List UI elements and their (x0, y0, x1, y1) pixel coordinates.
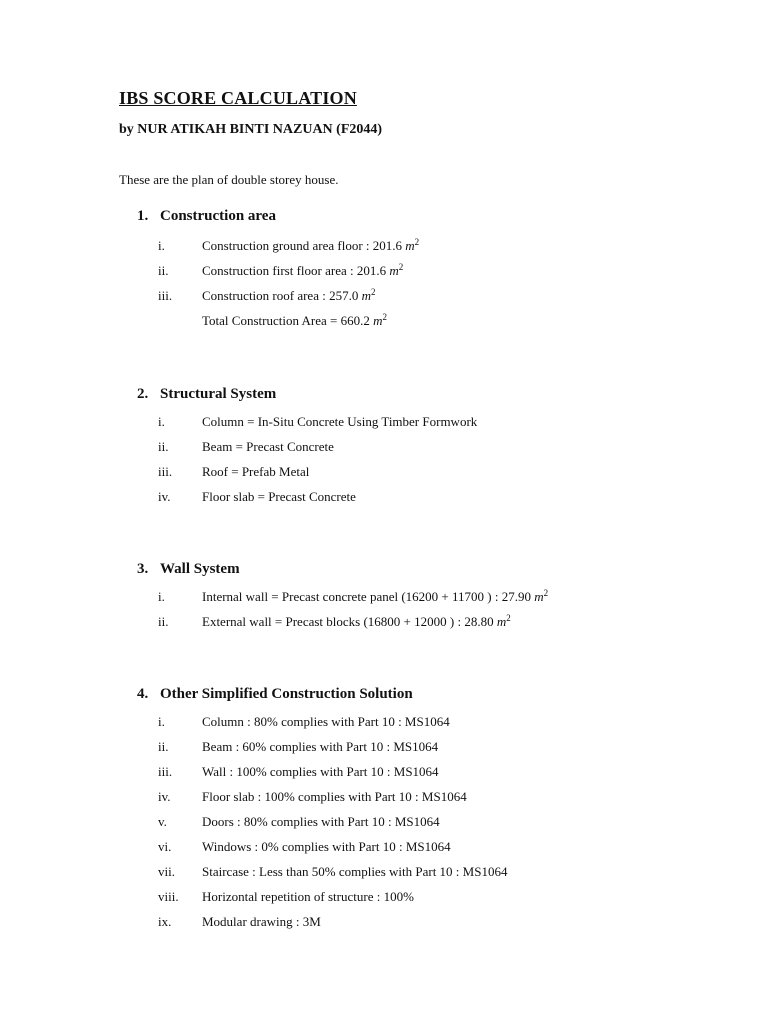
section-number: 3. (137, 561, 149, 577)
item-numeral: i. (158, 414, 165, 429)
item-list (137, 584, 737, 634)
list-item (137, 409, 737, 434)
list-item (137, 484, 737, 509)
list-item (137, 459, 737, 484)
section-other-simplified-construction-solution (137, 684, 737, 934)
list-item (137, 759, 737, 784)
list-item (137, 909, 737, 934)
item-text: Construction roof area : 257.0 $m^2$ (202, 287, 376, 303)
section-number: 2. (137, 386, 149, 402)
section-title: Construction area (160, 208, 276, 224)
unit-m2: $m^2$ (405, 237, 420, 253)
item-text: Floor slab = Precast Concrete (202, 489, 356, 504)
item-numeral: iii. (158, 764, 173, 779)
item-list (137, 409, 737, 509)
item-numeral: iii. (158, 464, 173, 479)
item-numeral: i. (158, 238, 165, 253)
section-heading (137, 684, 737, 704)
item-numeral: ii. (158, 439, 169, 454)
item-numeral: ii. (158, 739, 169, 754)
section-heading (137, 206, 737, 226)
item-numeral: viii. (158, 889, 179, 904)
item-numeral: iv. (158, 789, 171, 804)
document-author: by NUR ATIKAH BINTI NAZUAN (F2044) (119, 122, 383, 137)
item-numeral: vi. (158, 839, 172, 854)
item-text: Internal wall = Precast concrete panel (16200 + 11700 ) : 27.90 $m^2$ (202, 588, 549, 604)
item-numeral: i. (158, 589, 165, 604)
item-text: Construction ground area floor : 201.6 $m^2$ (202, 237, 420, 253)
list-item (137, 859, 737, 884)
unit-m2: $m^2$ (361, 287, 376, 303)
item-text: Roof = Prefab Metal (202, 464, 310, 479)
item-text: Windows : 0% complies with Part 10 : MS1064 (202, 839, 451, 854)
item-text: Column : 80% complies with Part 10 : MS1064 (202, 714, 450, 729)
section-title: Structural System (160, 386, 277, 402)
list-item (137, 609, 737, 634)
item-numeral: iii. (158, 288, 173, 303)
list-item (137, 884, 737, 909)
section-number: 1. (137, 208, 149, 224)
list-item (137, 784, 737, 809)
item-numeral: i. (158, 714, 165, 729)
section-construction-area (137, 206, 737, 333)
item-list (137, 233, 737, 333)
item-text: Beam = Precast Concrete (202, 439, 334, 454)
item-text: Beam : 60% complies with Part 10 : MS1064 (202, 739, 439, 754)
item-text: Doors : 80% complies with Part 10 : MS1064 (202, 814, 440, 829)
document-title: IBS SCORE CALCULATION (119, 88, 357, 108)
item-text: Modular drawing : 3M (202, 914, 321, 929)
intro-text: These are the plan of double storey house. (119, 172, 339, 187)
list-item (137, 709, 737, 734)
item-text: Staircase : Less than 50% complies with Part 10 : MS1064 (202, 864, 508, 879)
list-item (137, 434, 737, 459)
item-numeral: v. (158, 814, 167, 829)
list-item (137, 233, 737, 258)
list-item (137, 834, 737, 859)
list-item (137, 584, 737, 609)
item-numeral: ii. (158, 614, 169, 629)
item-list (137, 709, 737, 934)
item-numeral: iv. (158, 489, 171, 504)
section-wall-system (137, 559, 737, 634)
section-title: Wall System (160, 561, 240, 577)
item-numeral: ii. (158, 263, 169, 278)
item-text: Total Construction Area = 660.2 $m^2$ (202, 312, 387, 328)
unit-m2: $m^2$ (534, 588, 549, 604)
item-text: External wall = Precast blocks (16800 + 12000 ) : 28.80 $m^2$ (202, 613, 511, 629)
total-construction-area (137, 308, 737, 333)
section-heading (137, 384, 737, 404)
list-item (137, 734, 737, 759)
item-text: Column = In-Situ Concrete Using Timber Formwork (202, 414, 478, 429)
unit-m2: $m^2$ (373, 312, 387, 328)
section-heading (137, 559, 737, 579)
item-text: Horizontal repetition of structure : 100% (202, 889, 414, 904)
unit-m2: $m^2$ (389, 262, 404, 278)
item-numeral: vii. (158, 864, 175, 879)
item-text: Floor slab : 100% complies with Part 10 : MS1064 (202, 789, 467, 804)
section-number: 4. (137, 686, 149, 702)
item-text: Wall : 100% complies with Part 10 : MS1064 (202, 764, 439, 779)
section-title: Other Simplified Construction Solution (160, 686, 413, 702)
list-item (137, 283, 737, 308)
list-item (137, 258, 737, 283)
unit-m2: $m^2$ (496, 613, 511, 629)
list-item (137, 809, 737, 834)
section-structural-system (137, 384, 737, 509)
item-text: Construction first floor area : 201.6 $m^2$ (202, 262, 404, 278)
item-numeral: ix. (158, 914, 172, 929)
